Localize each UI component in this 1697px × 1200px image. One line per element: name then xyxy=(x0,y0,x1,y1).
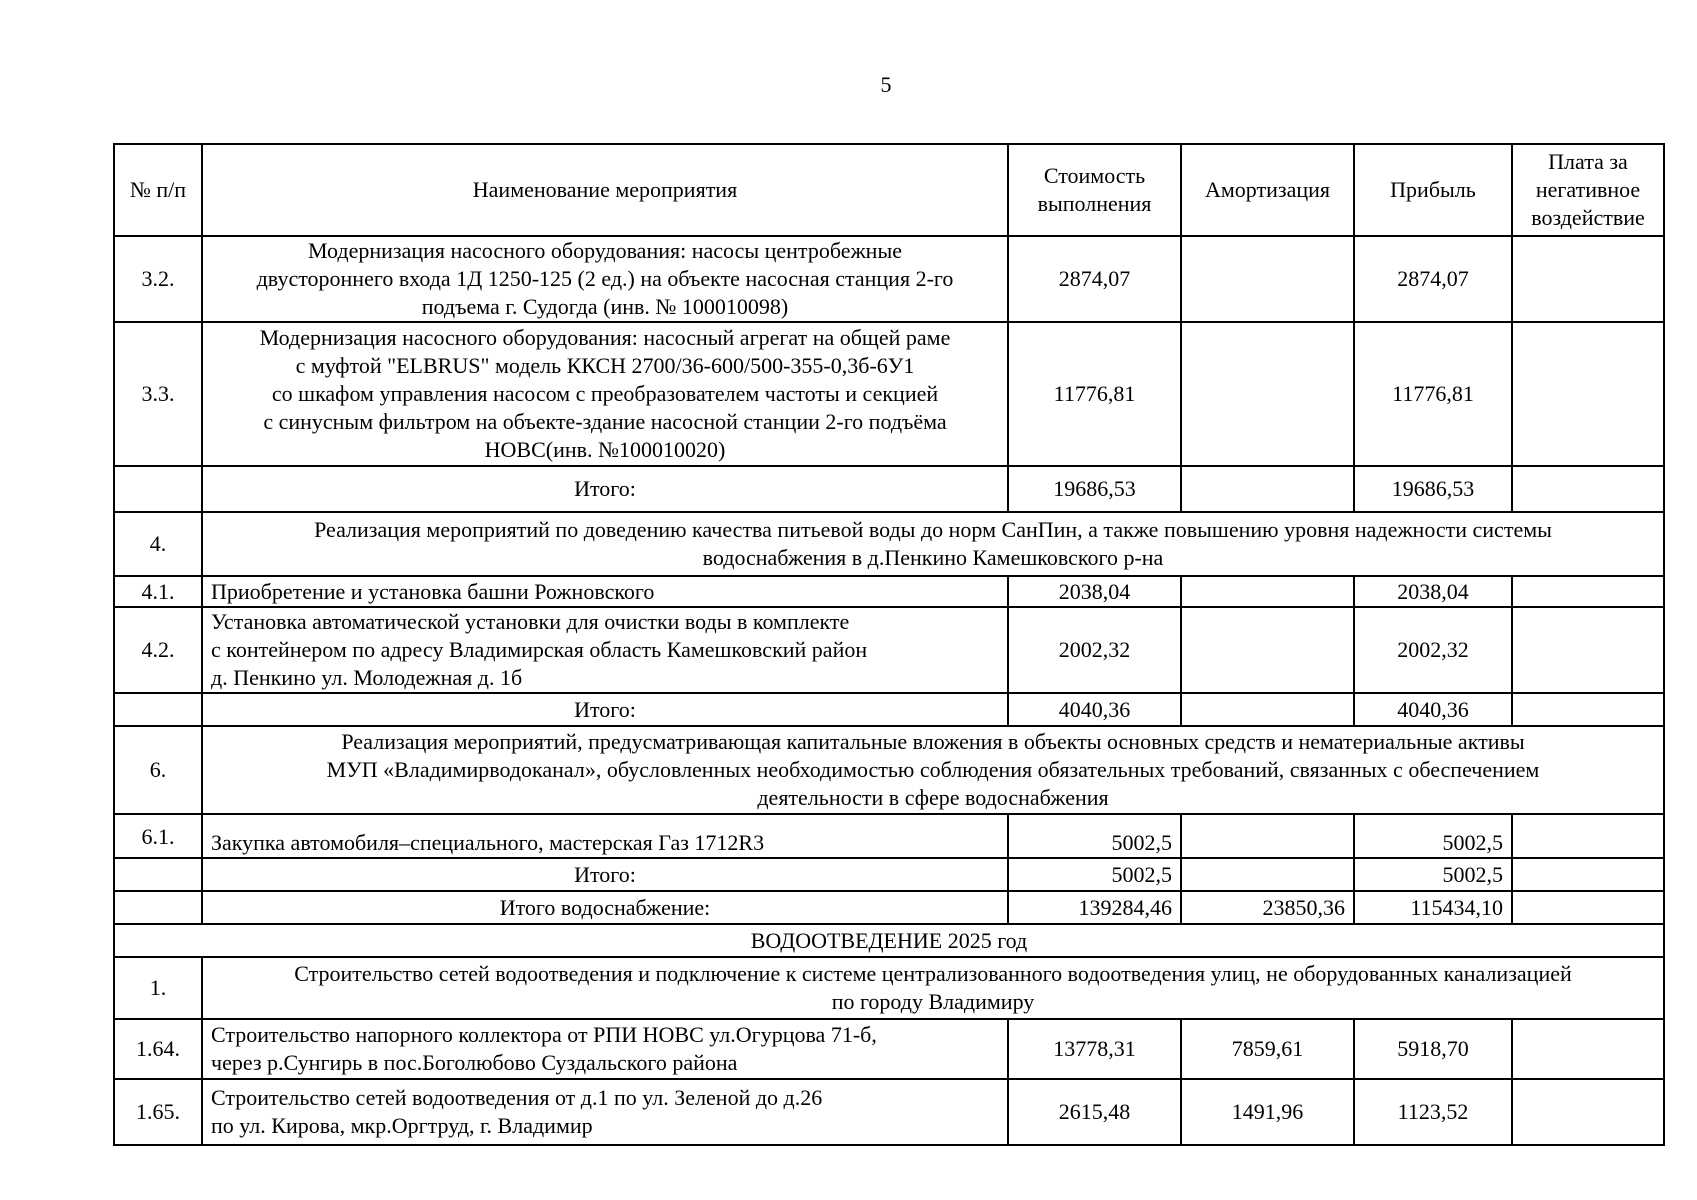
header-cost: Стоимость выполнения xyxy=(1008,144,1181,236)
row-num: 4.1. xyxy=(114,576,202,607)
row-profit: 5918,70 xyxy=(1354,1019,1512,1079)
table-row xyxy=(114,576,1664,607)
row-name: Итого водоснабжение: xyxy=(202,891,1008,924)
row-name: Модернизация насосного оборудования: насосный агрегат на общей раме с муфтой "ELBRUS" модель ККСН 2700/36-600/500-355-0,3б-6У1 со шкафом управления насосом с преобразователем частоты и секцией с синусным фильтром на объекте-здание насосной станции 2-го подъёма НОВС(инв. №100010020) xyxy=(202,322,1008,466)
row-amort xyxy=(1181,858,1354,891)
category-title: ВОДООТВЕДЕНИЕ 2025 год xyxy=(114,924,1664,957)
row-fee xyxy=(1512,891,1664,924)
row-cost: 2002,32 xyxy=(1008,607,1181,693)
row-num: 3.2. xyxy=(114,236,202,322)
row-cost: 5002,5 xyxy=(1008,814,1181,858)
row-num xyxy=(114,466,202,512)
subtotal-row xyxy=(114,858,1664,891)
row-cost: 13778,31 xyxy=(1008,1019,1181,1079)
row-name: Модернизация насосного оборудования: насосы центробежные двустороннего входа 1Д 1250-125 (2 ед.) на объекте насосная станция 2-го подъема г. Судогда (инв. № 100010098) xyxy=(202,236,1008,322)
row-profit: 1123,52 xyxy=(1354,1079,1512,1145)
row-name: Установка автоматической установки для очистки воды в комплекте с контейнером по адресу Владимирская область Камешковский район д. Пенкино ул. Молодежная д. 1б xyxy=(202,607,1008,693)
row-amort xyxy=(1181,814,1354,858)
row-num: 3.3. xyxy=(114,322,202,466)
row-name: Строительство сетей водоотведения от д.1 по ул. Зеленой до д.26 по ул. Кирова, мкр.Оргтруд, г. Владимир xyxy=(202,1079,1008,1145)
row-name: Итого: xyxy=(202,693,1008,726)
table-row xyxy=(114,607,1664,693)
row-num: 6.1. xyxy=(114,814,202,858)
row-fee xyxy=(1512,858,1664,891)
row-num: 1.64. xyxy=(114,1019,202,1079)
row-fee xyxy=(1512,322,1664,466)
header-num: № п/п xyxy=(114,144,202,236)
row-num: 1.65. xyxy=(114,1079,202,1145)
row-profit: 2038,04 xyxy=(1354,576,1512,607)
table-row xyxy=(114,1019,1664,1079)
row-cost: 4040,36 xyxy=(1008,693,1181,726)
header-amort: Амортизация xyxy=(1181,144,1354,236)
row-cost: 2038,04 xyxy=(1008,576,1181,607)
table-row xyxy=(114,322,1664,466)
subtotal-row xyxy=(114,693,1664,726)
row-amort xyxy=(1181,236,1354,322)
row-num: 4.2. xyxy=(114,607,202,693)
row-profit: 115434,10 xyxy=(1354,891,1512,924)
row-fee xyxy=(1512,607,1664,693)
section-title: Реализация мероприятий, предусматривающая капитальные вложения в объекты основных средств и нематериальные активы МУП «Владимирводоканал», обусловленных необходимостью соблюдения обязательных требований, связанных с обеспечением деятельности в сфере водоснабжения xyxy=(202,726,1664,814)
row-num xyxy=(114,858,202,891)
cost-table xyxy=(113,143,1665,1146)
row-num: 4. xyxy=(114,512,202,576)
row-name: Закупка автомобиля–специального, мастерская Газ 1712R3 xyxy=(202,814,1008,858)
row-fee xyxy=(1512,1019,1664,1079)
row-name: Приобретение и установка башни Рожновского xyxy=(202,576,1008,607)
row-profit: 4040,36 xyxy=(1354,693,1512,726)
header-name: Наименование мероприятия xyxy=(202,144,1008,236)
row-profit: 19686,53 xyxy=(1354,466,1512,512)
row-profit: 5002,5 xyxy=(1354,858,1512,891)
row-amort: 23850,36 xyxy=(1181,891,1354,924)
subtotal-row xyxy=(114,466,1664,512)
row-name: Итого: xyxy=(202,466,1008,512)
row-cost: 5002,5 xyxy=(1008,858,1181,891)
table-row xyxy=(114,236,1664,322)
row-cost: 2615,48 xyxy=(1008,1079,1181,1145)
section-row xyxy=(114,512,1664,576)
row-fee xyxy=(1512,576,1664,607)
row-name: Строительство напорного коллектора от РПИ НОВС ул.Огурцова 71-б, через р.Сунгирь в пос.Боголюбово Суздальского района xyxy=(202,1019,1008,1079)
section-title: Строительство сетей водоотведения и подключение к системе централизованного водоотведения улиц, не оборудованных канализацией по городу Владимиру xyxy=(202,957,1664,1019)
row-num xyxy=(114,891,202,924)
section-row xyxy=(114,957,1664,1019)
row-amort xyxy=(1181,693,1354,726)
row-fee xyxy=(1512,1079,1664,1145)
row-num: 1. xyxy=(114,957,202,1019)
row-name: Итого: xyxy=(202,858,1008,891)
row-amort: 7859,61 xyxy=(1181,1019,1354,1079)
row-amort xyxy=(1181,322,1354,466)
row-profit: 5002,5 xyxy=(1354,814,1512,858)
row-amort xyxy=(1181,576,1354,607)
page-number: 5 xyxy=(880,72,892,97)
section-title: Реализация мероприятий по доведению качества питьевой воды до норм СанПин, а также повышению уровня надежности системы водоснабжения в д.Пенкино Камешковского р-на xyxy=(202,512,1664,576)
row-cost: 139284,46 xyxy=(1008,891,1181,924)
row-fee xyxy=(1512,466,1664,512)
row-cost: 11776,81 xyxy=(1008,322,1181,466)
table-row xyxy=(114,1079,1664,1145)
table-row xyxy=(114,814,1664,858)
row-amort xyxy=(1181,466,1354,512)
section-row xyxy=(114,726,1664,814)
row-cost: 2874,07 xyxy=(1008,236,1181,322)
row-amort xyxy=(1181,607,1354,693)
total-row xyxy=(114,891,1664,924)
category-row xyxy=(114,924,1664,957)
header-profit: Прибыль xyxy=(1354,144,1512,236)
row-fee xyxy=(1512,814,1664,858)
row-profit: 2002,32 xyxy=(1354,607,1512,693)
table-header-row xyxy=(114,144,1664,236)
row-amort: 1491,96 xyxy=(1181,1079,1354,1145)
header-fee: Плата за негативное воздействие xyxy=(1512,144,1664,236)
row-fee xyxy=(1512,236,1664,322)
row-profit: 11776,81 xyxy=(1354,322,1512,466)
row-cost: 19686,53 xyxy=(1008,466,1181,512)
row-num xyxy=(114,693,202,726)
row-num: 6. xyxy=(114,726,202,814)
row-fee xyxy=(1512,693,1664,726)
row-profit: 2874,07 xyxy=(1354,236,1512,322)
